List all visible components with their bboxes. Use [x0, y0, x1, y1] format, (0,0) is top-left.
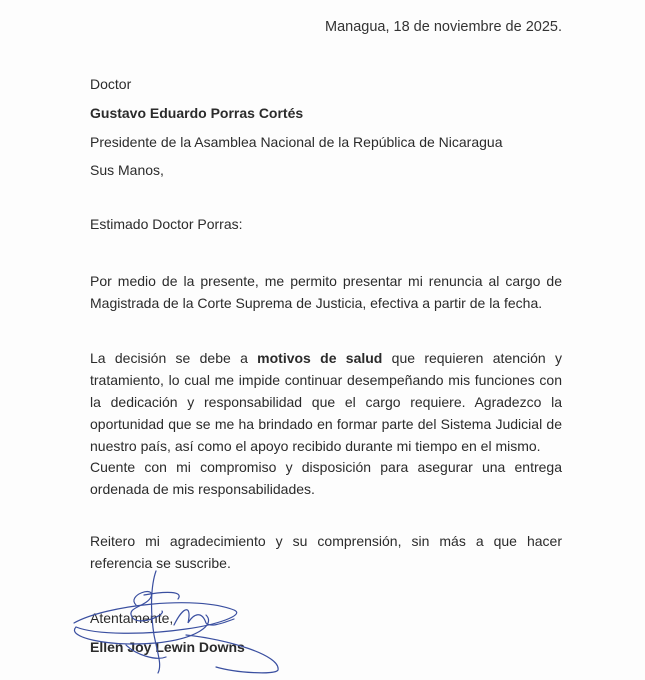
recipient-title: Doctor	[90, 76, 132, 92]
recipient-name: Gustavo Eduardo Porras Cortés	[90, 105, 304, 121]
paragraph-closing: Reitero mi agradecimiento y su comprensión, sin más a que hacer referencia se suscribe.	[90, 533, 562, 571]
reasons-text-before: La decisión se debe a	[90, 350, 258, 366]
salutation: Estimado Doctor Porras:	[90, 216, 243, 232]
paragraph-commitment: Cuente con mi compromiso y disposición para asegurar una entrega ordenada de mis responsabilidades.	[90, 459, 562, 497]
recipient-position: Presidente de la Asamblea Nacional de la República de Nicaragua	[90, 134, 503, 150]
paragraph-resignation: Por medio de la presente, me permito presentar mi renuncia al cargo de Magistrada de la Corte Suprema de Justicia, efectiva a partir de la fecha.	[90, 273, 562, 311]
reasons-bold-health: motivos de salud	[257, 350, 383, 366]
paragraph-reasons	[90, 347, 562, 457]
reasons-text-after: que requieren atención y tratamiento, lo cual me impide continuar desempeñando mis funciones con la dedicación y responsabilidad que el cargo requiere. Agradezco la oportunidad que se me ha brindado en formar parte del Sistema Judicial de nuestro país, así como el apoyo recibido durante mi tiempo en el mismo.	[90, 350, 563, 454]
letter-date: Managua, 18 de noviembre de 2025.	[324, 19, 562, 35]
signer-name: Ellen Joy Lewin Downs	[90, 639, 245, 655]
recipient-closing: Sus Manos,	[90, 162, 164, 178]
valediction: Atentamente,	[90, 610, 174, 626]
